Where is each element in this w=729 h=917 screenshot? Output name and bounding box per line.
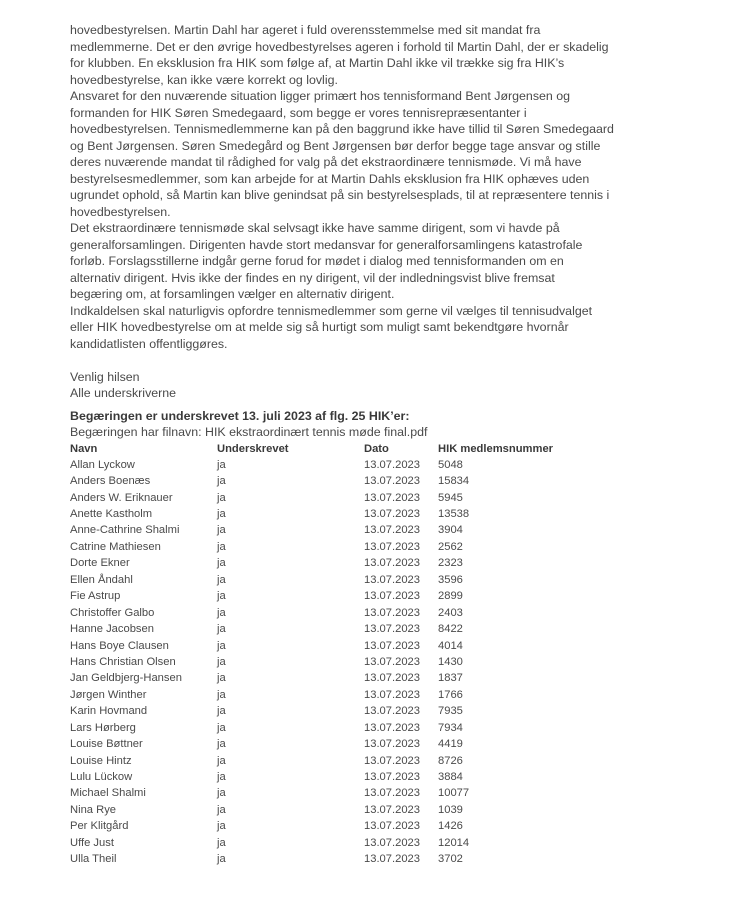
column-header-date: Dato: [364, 442, 389, 455]
signed-date: 13.07.2023: [364, 771, 420, 784]
signed-date: 13.07.2023: [364, 787, 420, 800]
signer-name: Nina Rye: [70, 803, 117, 816]
member-number: 1430: [438, 655, 463, 668]
member-number: 8726: [438, 754, 463, 767]
signed-date: 13.07.2023: [364, 803, 420, 816]
signed-status: ja: [217, 557, 226, 570]
signed-date: 13.07.2023: [364, 754, 420, 767]
signed-date: 13.07.2023: [364, 508, 420, 521]
signer-name: Allan Lyckow: [70, 458, 135, 471]
signed-date: 13.07.2023: [364, 557, 420, 570]
member-number: 15834: [438, 475, 470, 488]
signed-date: 13.07.2023: [364, 639, 420, 652]
signatures-table-body: [70, 457, 578, 868]
signed-status: ja: [217, 623, 226, 636]
column-header-name: Navn: [70, 442, 98, 455]
member-number: 12014: [438, 836, 470, 849]
body-text-line: formanden for HIK Søren Smedegaard, som begge er vores tennisrepræsentanter i: [70, 105, 527, 120]
signer-name: Uffe Just: [70, 836, 114, 849]
column-header-signed: Underskrevet: [217, 442, 289, 455]
body-text-line: ugrundet ophold, så Martin kan blive genindsat på sin bestyrelsesplads, til at repræsentere tennis i: [70, 188, 610, 202]
table-row: [70, 637, 578, 653]
signed-status: ja: [217, 688, 226, 701]
signer-name: Hanne Jacobsen: [70, 623, 154, 636]
signer-name: Anders Boenæs: [70, 475, 151, 488]
signer-name: Hans Christian Olsen: [70, 655, 176, 668]
body-text-line: forløb. Forslagsstillerne indgår gerne forud for mødet i dialog med tennisformanden om en: [70, 254, 564, 268]
spacer: [70, 352, 630, 369]
signed-date: 13.07.2023: [364, 623, 420, 636]
member-number: 5945: [438, 491, 463, 504]
signed-status: ja: [217, 606, 226, 619]
signed-date: 13.07.2023: [364, 524, 420, 537]
body-text-line: hovedbestyrelsen. Tennismedlemmerne kan på den baggrund ikke have tillid til Søren Smedegaard: [70, 122, 614, 136]
signer-name: Christoffer Galbo: [70, 606, 155, 619]
signed-status: ja: [217, 590, 226, 603]
body-text-line: alternativ dirigent. Hvis ikke der findes en ny dirigent, vil der indledningsvist blive fremsat: [70, 270, 555, 285]
table-row: [70, 670, 578, 686]
signed-date: 13.07.2023: [364, 573, 420, 586]
table-row: [70, 736, 578, 752]
member-number: 3904: [438, 524, 463, 537]
signed-status: ja: [217, 738, 226, 751]
table-row: [70, 835, 578, 851]
signed-status: ja: [217, 820, 226, 833]
signer-name: Catrine Mathiesen: [70, 540, 161, 553]
signed-status: ja: [217, 540, 226, 553]
table-row: [70, 818, 578, 834]
member-number: 1426: [438, 820, 463, 833]
signatures-filename: Begæringen har filnavn: HIK ekstraordinært tennis møde final.pdf: [70, 425, 428, 439]
body-text-line: hovedbestyrelse, kan ikke være korrekt og lovlig.: [70, 72, 338, 87]
signed-date: 13.07.2023: [364, 458, 420, 471]
body-text-line: Indkaldelsen skal naturligvis opfordre tennismedlemmer som gerne vil vælges til tennisudvalget: [70, 303, 593, 318]
signer-name: Jørgen Winther: [70, 688, 147, 701]
signer-name: Lulu Lückow: [70, 771, 133, 784]
signed-date: 13.07.2023: [364, 606, 420, 619]
signed-date: 13.07.2023: [364, 672, 420, 685]
signed-date: 13.07.2023: [364, 853, 420, 866]
signed-status: ja: [217, 655, 226, 668]
body-text-line: hovedbestyrelsen. Martin Dahl har ageret i fuld overensstemmelse med sit mandat fra: [70, 23, 541, 37]
signer-name: Louise Hintz: [70, 754, 132, 767]
letter-body: [70, 22, 630, 352]
member-number: 10077: [438, 787, 470, 800]
member-number: 2899: [438, 590, 463, 603]
signed-status: ja: [217, 803, 226, 816]
body-text-line: Ansvaret for den nuværende situation ligger primært hos tennisformand Bent Jørgensen og: [70, 89, 571, 103]
table-row: [70, 752, 578, 768]
body-text-line: for klubben. En eksklusion fra HIK som følge af, at Martin Dahl ikke vil trække sig fra HIK’s: [70, 56, 565, 70]
signer-name: Fie Astrup: [70, 590, 121, 603]
signed-status: ja: [217, 836, 226, 849]
signed-date: 13.07.2023: [364, 738, 420, 751]
signer-name: Per Klitgård: [70, 820, 129, 833]
body-text-line: og Bent Jørgensen. Søren Smedegård og Bent Jørgensen bør derfor begge tage ansvar og stille: [70, 138, 601, 153]
table-row: [70, 539, 578, 555]
signed-status: ja: [217, 853, 226, 866]
signer-name: Ulla Theil: [70, 853, 117, 866]
signed-status: ja: [217, 573, 226, 586]
signer-name: Louise Bøttner: [70, 738, 143, 751]
signer-name: Dorte Ekner: [70, 557, 130, 570]
body-text-line: begæring om, at forsamlingen vælger en alternativ dirigent.: [70, 287, 395, 301]
member-number: 2562: [438, 540, 463, 553]
member-number: 4014: [438, 639, 463, 652]
member-number: 4419: [438, 738, 463, 751]
signed-status: ja: [217, 639, 226, 652]
table-row: [70, 457, 578, 473]
closing-greeting: Venlig hilsen: [70, 369, 140, 384]
table-row: [70, 621, 578, 637]
member-number: 3596: [438, 573, 463, 586]
signed-date: 13.07.2023: [364, 721, 420, 734]
body-text-line: medlemmerne. Det er den øvrige hovedbestyrelses ageren i forhold til Martin Dahl, der er skadelig: [70, 39, 609, 54]
signed-status: ja: [217, 508, 226, 521]
member-number: 8422: [438, 623, 463, 636]
table-row: [70, 802, 578, 818]
member-number: 1766: [438, 688, 463, 701]
signed-date: 13.07.2023: [364, 491, 420, 504]
member-number: 3884: [438, 771, 463, 784]
member-number: 3702: [438, 853, 463, 866]
signatures-table: [70, 441, 578, 868]
signer-name: Lars Hørberg: [70, 721, 136, 734]
table-row: [70, 588, 578, 604]
body-text-line: eller HIK hovedbestyrelse om at melde sig så hurtigt som muligt samt bekendtgøre hvornår: [70, 320, 569, 334]
signed-date: 13.07.2023: [364, 836, 420, 849]
table-row: [70, 506, 578, 522]
table-header-row: [70, 441, 578, 457]
signed-date: 13.07.2023: [364, 705, 420, 718]
table-row: [70, 703, 578, 719]
signatures-heading: Begæringen er underskrevet 13. juli 2023 af flg. 25 HIK’er:: [70, 408, 410, 423]
table-row: [70, 572, 578, 588]
table-row: [70, 687, 578, 703]
table-row: [70, 720, 578, 736]
member-number: 1837: [438, 672, 463, 685]
signed-status: ja: [217, 705, 226, 718]
signed-status: ja: [217, 754, 226, 767]
table-row: [70, 654, 578, 670]
signed-status: ja: [217, 475, 226, 488]
signed-status: ja: [217, 721, 226, 734]
signer-name: Hans Boye Clausen: [70, 639, 169, 652]
table-row: [70, 555, 578, 571]
signed-status: ja: [217, 458, 226, 471]
member-number: 13538: [438, 508, 470, 521]
table-row: [70, 604, 578, 620]
body-text-line: generalforsamlingen. Dirigenten havde stort medansvar for generalforsamlingens katastrofale: [70, 237, 583, 252]
body-text-line: Det ekstraordinære tennismøde skal selvsagt ikke have samme dirigent, som vi havde på: [70, 221, 560, 235]
table-row: [70, 522, 578, 538]
signer-name: Anne-Cathrine Shalmi: [70, 524, 180, 537]
signed-status: ja: [217, 771, 226, 784]
signed-status: ja: [217, 491, 226, 504]
table-row: [70, 473, 578, 489]
signer-name: Michael Shalmi: [70, 787, 146, 800]
member-number: 2323: [438, 557, 463, 570]
signed-date: 13.07.2023: [364, 820, 420, 833]
signer-name: Anders W. Eriknauer: [70, 491, 173, 504]
signer-name: Anette Kastholm: [70, 508, 153, 521]
signer-name: Jan Geldbjerg-Hansen: [70, 672, 182, 685]
table-row: [70, 785, 578, 801]
body-text-line: deres nuværende mandat til rådighed for valg på det ekstraordinære tennismøde. Vi må have: [70, 155, 582, 169]
signed-status: ja: [217, 787, 226, 800]
member-number: 7934: [438, 721, 463, 734]
table-row: [70, 769, 578, 785]
signed-date: 13.07.2023: [364, 655, 420, 668]
signed-date: 13.07.2023: [364, 540, 420, 553]
member-number: 2403: [438, 606, 463, 619]
signer-name: Ellen Åndahl: [70, 573, 133, 586]
signed-status: ja: [217, 672, 226, 685]
member-number: 7935: [438, 705, 463, 718]
document-page: [70, 22, 630, 867]
body-text-line: bestyrelsesmedlemmer, som kan arbejde for at Martin Dahls eksklusion fra HIK ophæves uden: [70, 171, 590, 186]
column-header-member-number: HIK medlemsnummer: [438, 442, 554, 455]
member-number: 5048: [438, 458, 463, 471]
body-text-line: kandidatlisten offentliggøres.: [70, 336, 228, 351]
signed-date: 13.07.2023: [364, 590, 420, 603]
signed-date: 13.07.2023: [364, 475, 420, 488]
table-row: [70, 851, 578, 867]
signed-date: 13.07.2023: [364, 688, 420, 701]
signed-status: ja: [217, 524, 226, 537]
closing-signoff: Alle underskriverne: [70, 386, 177, 400]
signer-name: Karin Hovmand: [70, 705, 148, 718]
member-number: 1039: [438, 803, 463, 816]
body-text-line: hovedbestyrelsen.: [70, 204, 171, 219]
table-row: [70, 489, 578, 505]
